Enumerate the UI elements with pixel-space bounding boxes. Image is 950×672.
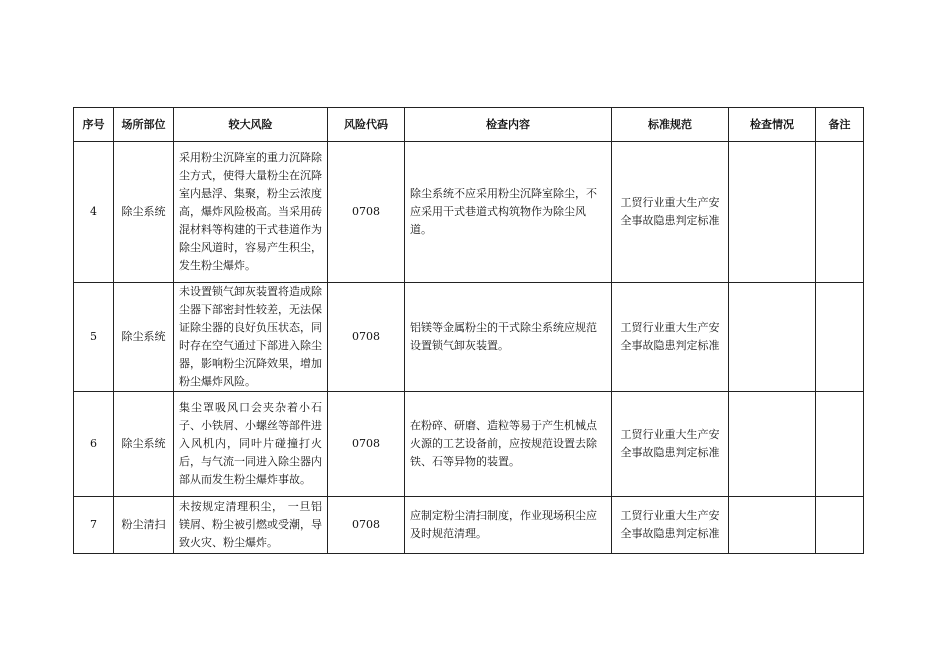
table-row <box>74 142 864 283</box>
row-check-status <box>729 283 816 392</box>
row-location: 粉尘清扫 <box>114 497 174 554</box>
row-location: 除尘系统 <box>114 392 174 497</box>
row-remark <box>816 283 864 392</box>
table-row <box>74 283 864 392</box>
row-check-content: 在粉碎、研磨、造粒等易于产生机械点火源的工艺设备前，应按规范设置去除铁、石等异物的装置。 <box>405 392 612 497</box>
header-risk-code: 风险代码 <box>328 108 405 142</box>
header-check-content: 检查内容 <box>405 108 612 142</box>
row-remark <box>816 497 864 554</box>
table-row <box>74 392 864 497</box>
row-check-status <box>729 142 816 283</box>
row-check-content: 除尘系统不应采用粉尘沉降室除尘，不应采用干式巷道式构筑物作为除尘风道。 <box>405 142 612 283</box>
row-location: 除尘系统 <box>114 142 174 283</box>
row-no: 5 <box>74 283 114 392</box>
row-check-status <box>729 497 816 554</box>
header-no: 序号 <box>74 108 114 142</box>
header-location: 场所部位 <box>114 108 174 142</box>
row-no: 6 <box>74 392 114 497</box>
row-risk: 未按规定清理积尘， 一旦铝镁屑、粉尘被引燃或受潮，导致火灾、粉尘爆炸。 <box>174 497 328 554</box>
row-standard: 工贸行业重大生产安全事故隐患判定标准 <box>612 497 729 554</box>
header-row <box>74 108 864 142</box>
row-check-status <box>729 392 816 497</box>
risk-inspection-table <box>73 107 864 554</box>
header-standard: 标准规范 <box>612 108 729 142</box>
row-remark <box>816 142 864 283</box>
row-risk-code: 0708 <box>328 497 405 554</box>
row-risk: 集尘罩吸风口会夹杂着小石子、小铁屑、小螺丝等部件进入风机内，同叶片碰撞打火后，与气流一同进入除尘器内部从而发生粉尘爆炸事故。 <box>174 392 328 497</box>
row-no: 7 <box>74 497 114 554</box>
row-risk-code: 0708 <box>328 392 405 497</box>
header-risk: 较大风险 <box>174 108 328 142</box>
row-standard: 工贸行业重大生产安全事故隐患判定标准 <box>612 392 729 497</box>
row-remark <box>816 392 864 497</box>
header-check-status: 检查情况 <box>729 108 816 142</box>
row-no: 4 <box>74 142 114 283</box>
table-row <box>74 497 864 554</box>
row-risk-code: 0708 <box>328 142 405 283</box>
row-risk: 采用粉尘沉降室的重力沉降除尘方式，使得大量粉尘在沉降室内悬浮、集聚，粉尘云浓度高，爆炸风险极高。当采用砖混材料等构建的干式巷道作为除尘风道时，容易产生积尘，发生粉尘爆炸。 <box>174 142 328 283</box>
row-location: 除尘系统 <box>114 283 174 392</box>
row-check-content: 应制定粉尘清扫制度，作业现场积尘应及时规范清理。 <box>405 497 612 554</box>
row-standard: 工贸行业重大生产安全事故隐患判定标准 <box>612 142 729 283</box>
row-check-content: 铝镁等金属粉尘的干式除尘系统应规范设置锁气卸灰装置。 <box>405 283 612 392</box>
header-remark: 备注 <box>816 108 864 142</box>
row-standard: 工贸行业重大生产安全事故隐患判定标准 <box>612 283 729 392</box>
row-risk: 未设置锁气卸灰装置将造成除尘器下部密封性较差，无法保证除尘器的良好负压状态，同时存在空气通过下部进入除尘器，影响粉尘沉降效果，增加粉尘爆炸风险。 <box>174 283 328 392</box>
row-risk-code: 0708 <box>328 283 405 392</box>
